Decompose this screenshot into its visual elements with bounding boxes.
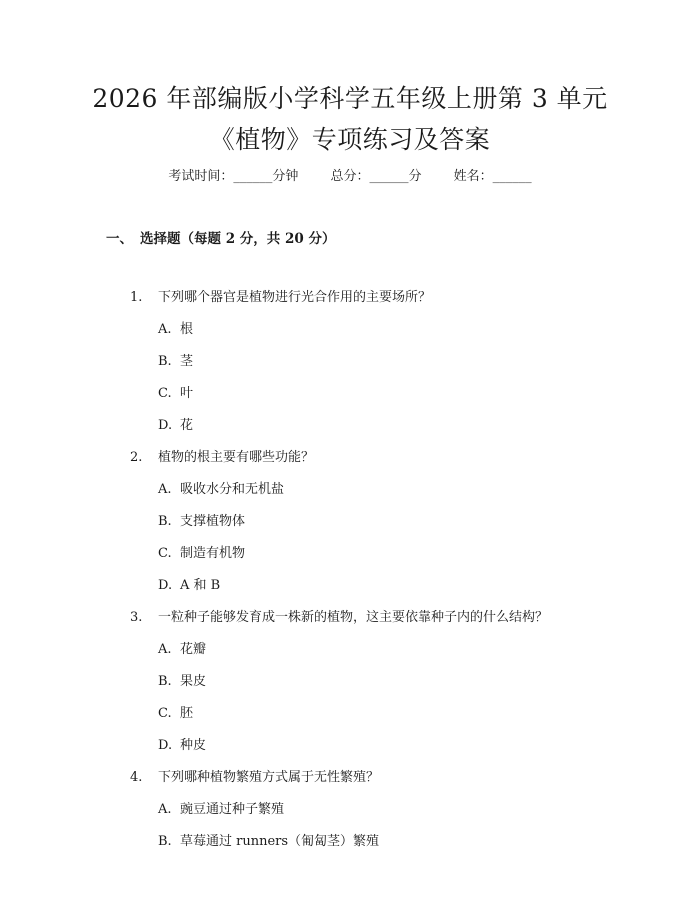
exam-info-line: [0, 170, 700, 183]
option-text: 吸收水分和无机盐: [180, 482, 285, 497]
question-2: [130, 451, 314, 464]
question-3-option-b: [158, 675, 206, 688]
option-label: B.: [158, 354, 172, 369]
exam-time-field: 考试时间：______分钟: [168, 169, 299, 184]
question-1-option-a: [158, 323, 193, 336]
option-text: A 和 B: [180, 578, 221, 593]
option-label: B.: [158, 514, 172, 529]
section-heading: [106, 233, 335, 247]
question-1-option-b: [158, 355, 193, 368]
option-text: 花: [180, 418, 194, 433]
question-3-option-c: [158, 707, 193, 720]
option-text: 叶: [180, 386, 194, 401]
option-text: 种皮: [180, 738, 207, 753]
option-label: A.: [158, 322, 172, 337]
option-text: 支撑植物体: [180, 514, 246, 529]
option-label: A.: [158, 482, 172, 497]
question-text: 下列哪种植物繁殖方式属于无性繁殖？: [158, 770, 380, 785]
question-2-option-d: [158, 579, 220, 592]
option-text: 豌豆通过种子繁殖: [180, 802, 285, 817]
question-text: 植物的根主要有哪些功能？: [158, 450, 315, 465]
question-number: 1.: [130, 290, 143, 305]
question-text: 一粒种子能够发育成一株新的植物，这主要依靠种子内的什么结构？: [158, 610, 549, 625]
question-3: [130, 611, 548, 624]
question-1-option-c: [158, 387, 193, 400]
option-label: C.: [158, 706, 172, 721]
name-field: 姓名：______: [453, 169, 532, 184]
option-text: 胚: [180, 706, 194, 721]
question-1: [130, 291, 431, 304]
question-1-option-d: [158, 419, 193, 432]
option-text: 花瓣: [180, 642, 207, 657]
option-label: A.: [158, 642, 172, 657]
question-3-option-a: [158, 643, 206, 656]
option-label: D.: [158, 578, 173, 593]
option-text: 果皮: [180, 674, 207, 689]
section-title: 选择题（每题 2 分，共 20 分）: [140, 231, 336, 247]
document-title-line1: 2026 年部编版小学科学五年级上册第 3 单元: [92, 84, 608, 113]
question-4: [130, 771, 379, 784]
option-text: 茎: [180, 354, 194, 369]
option-label: D.: [158, 738, 173, 753]
option-text: 制造有机物: [180, 546, 246, 561]
option-label: A.: [158, 802, 172, 817]
question-number: 4.: [130, 770, 143, 785]
option-label: B.: [158, 834, 172, 849]
question-number: 2.: [130, 450, 143, 465]
question-4-option-a: [158, 803, 284, 816]
question-3-option-d: [158, 739, 206, 752]
option-label: C.: [158, 546, 172, 561]
option-label: C.: [158, 386, 172, 401]
question-2-option-b: [158, 515, 245, 528]
section-number: 一、: [106, 231, 133, 247]
option-label: B.: [158, 674, 172, 689]
document-title-line2: 《植物》专项练习及答案: [209, 125, 491, 154]
question-number: 3.: [130, 610, 143, 625]
total-score-field: 总分：______分: [330, 169, 422, 184]
question-4-option-b: [158, 835, 379, 848]
question-2-option-c: [158, 547, 245, 560]
option-label: D.: [158, 418, 173, 433]
option-text: 草莓通过 runners（匍匐茎）繁殖: [180, 834, 380, 849]
question-2-option-a: [158, 483, 284, 496]
question-text: 下列哪个器官是植物进行光合作用的主要场所？: [158, 290, 432, 305]
option-text: 根: [180, 322, 194, 337]
